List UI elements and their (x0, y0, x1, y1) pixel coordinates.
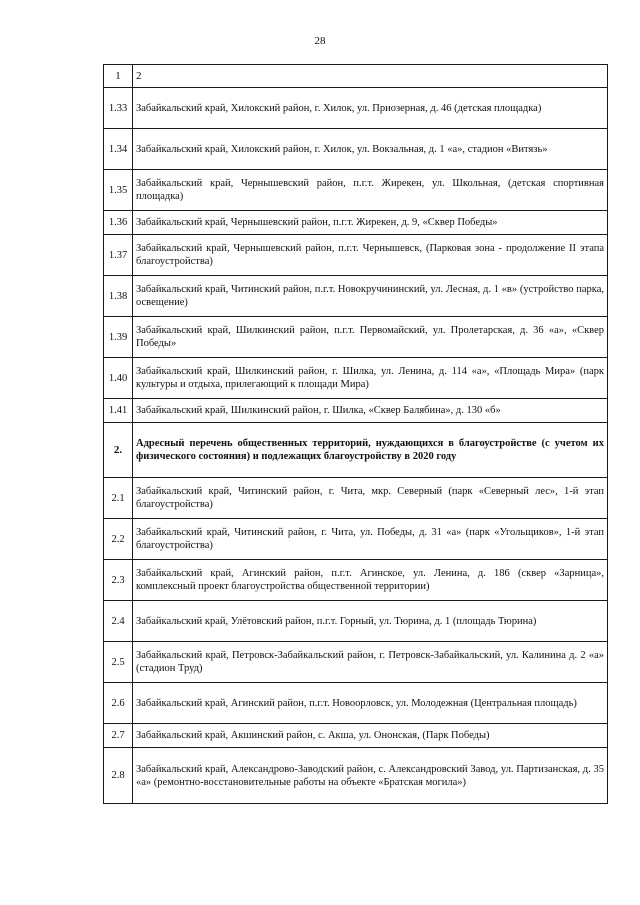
table-header-row (104, 65, 608, 88)
table-row (104, 170, 608, 211)
header-col-number: 1 (104, 65, 133, 88)
row-address: Забайкальский край, Петровск-Забайкальский район, г. Петровск-Забайкальский, ул. Калинина д. 2 «а» (стадион Труд) (133, 642, 608, 683)
table-row (104, 642, 608, 683)
table-row (104, 129, 608, 170)
table-row (104, 235, 608, 276)
row-number: 2.3 (104, 560, 133, 601)
row-address: Забайкальский край, Хилокский район, г. Хилок, ул. Приозерная, д. 46 (детская площадка) (133, 88, 608, 129)
row-address: Забайкальский край, Чернышевский район, п.г.т. Жирекен, д. 9, «Сквер Победы» (133, 211, 608, 235)
table-row (104, 560, 608, 601)
table-row (104, 317, 608, 358)
row-address: Забайкальский край, Акшинский район, с. Акша, ул. Ононская, (Парк Победы) (133, 724, 608, 748)
row-address: Забайкальский край, Чернышевский район, п.г.т. Жирекен, ул. Школьная, (детская спортивная площадка) (133, 170, 608, 211)
table-row (104, 601, 608, 642)
row-number: 1.37 (104, 235, 133, 276)
table-row (104, 724, 608, 748)
row-number: 1.40 (104, 358, 133, 399)
row-address: Забайкальский край, Чернышевский район, п.г.т. Чернышевск, (Парковая зона - продолжение II этапа благоустройства) (133, 235, 608, 276)
row-number: 2.4 (104, 601, 133, 642)
row-address: Забайкальский край, Шилкинский район, п.г.т. Первомайский, ул. Пролетарская, д. 36 «а», «Сквер Победы» (133, 317, 608, 358)
row-address: Забайкальский край, Шилкинский район, г. Шилка, ул. Ленина, д. 114 «а», «Площадь Мира» (парк культуры и отдыха, прилегающий к площади Мира) (133, 358, 608, 399)
table-row (104, 683, 608, 724)
table-row (104, 211, 608, 235)
section-number: 2. (104, 423, 133, 478)
table-row (104, 519, 608, 560)
row-number: 1.33 (104, 88, 133, 129)
row-number: 2.6 (104, 683, 133, 724)
row-number: 1.34 (104, 129, 133, 170)
page-number: 28 (314, 35, 326, 47)
table-row (104, 748, 608, 804)
row-number: 2.8 (104, 748, 133, 804)
section-title: Адресный перечень общественных территорий, нуждающихся в благоустройстве (с учетом их физического состояния) и подлежащих благоустройству в 2020 году (133, 423, 608, 478)
table-row (104, 399, 608, 423)
table-row (104, 358, 608, 399)
row-address: Забайкальский край, Улётовский район, п.г.т. Горный, ул. Тюрина, д. 1 (площадь Тюрина) (133, 601, 608, 642)
row-number: 2.1 (104, 478, 133, 519)
table-row (104, 88, 608, 129)
section-heading-row (104, 423, 608, 478)
row-address: Забайкальский край, Шилкинский район, г. Шилка, «Сквер Балябина», д. 130 «б» (133, 399, 608, 423)
row-number: 1.39 (104, 317, 133, 358)
row-address: Забайкальский край, Читинский район, г. Чита, ул. Победы, д. 31 «а» (парк «Угольщиков», 1-й этап благоустройства) (133, 519, 608, 560)
row-address: Забайкальский край, Читинский район, г. Чита, мкр. Северный (парк «Северный лес», 1-й этап благоустройства) (133, 478, 608, 519)
row-address: Забайкальский край, Агинский район, п.г.т. Агинское, ул. Ленина, д. 186 (сквер «Зарница», комплексный проект благоустройства общественной территории) (133, 560, 608, 601)
row-address: Забайкальский край, Хилокский район, г. Хилок, ул. Вокзальная, д. 1 «а», стадион «Витязь» (133, 129, 608, 170)
row-number: 2.7 (104, 724, 133, 748)
row-address: Забайкальский край, Агинский район, п.г.т. Новоорловск, ул. Молодежная (Центральная площадь) (133, 683, 608, 724)
row-address: Забайкальский край, Александрово-Заводский район, с. Александровский Завод, ул. Партизанская, д. 35 «а» (ремонтно-восстановительные работы на объекте «Братская могила») (133, 748, 608, 804)
row-number: 2.5 (104, 642, 133, 683)
header-col-address: 2 (133, 65, 608, 88)
row-number: 2.2 (104, 519, 133, 560)
table-row (104, 276, 608, 317)
table-row (104, 478, 608, 519)
row-number: 1.36 (104, 211, 133, 235)
row-number: 1.35 (104, 170, 133, 211)
row-address: Забайкальский край, Читинский район, п.г.т. Новокручининский, ул. Лесная, д. 1 «в» (устройство парка, освещение) (133, 276, 608, 317)
row-number: 1.41 (104, 399, 133, 423)
address-table (103, 64, 608, 804)
row-number: 1.38 (104, 276, 133, 317)
